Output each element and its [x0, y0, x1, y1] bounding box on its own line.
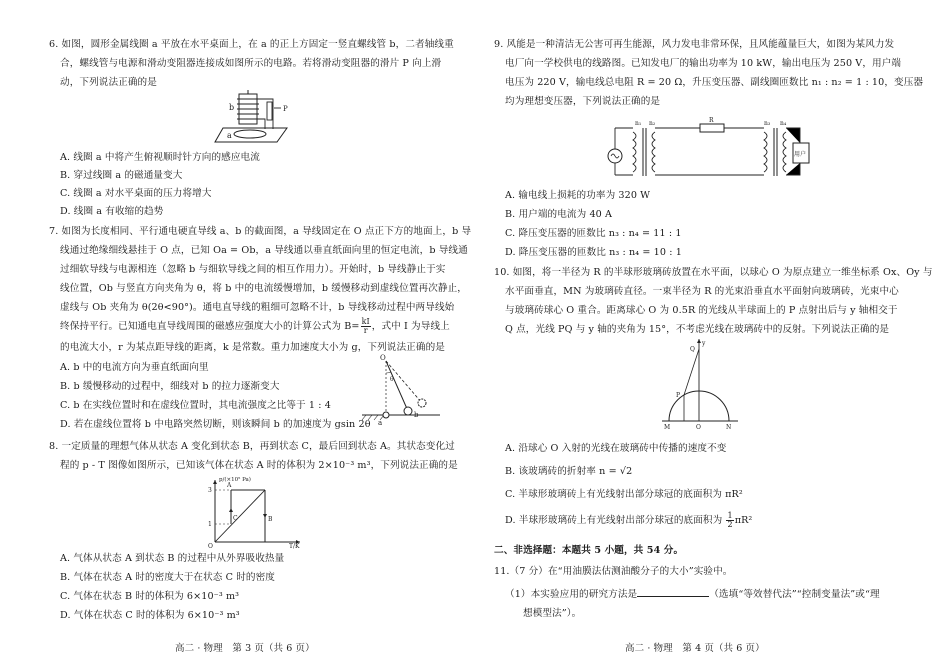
q11-line2: （1）本实验应用的研究方法是 （选填“等效替代法”“控制变量法”或“理 — [505, 589, 880, 600]
q9-line2: 电厂向一学校供电的线路图。已知发电厂的输出功率为 10 kW，输出电压为 250 V，用户端 — [505, 58, 902, 69]
q7-fig-label-theta: θ — [390, 376, 394, 383]
q9-fig-n3: n₃ — [764, 120, 771, 127]
q10-line1: 10. 如图，将一半径为 R 的半球形玻璃砖放置在水平面，以球心 O 为原点建立一维坐标系 Ox、Oy 与 — [494, 267, 933, 278]
q8-fig-point-a: A — [227, 482, 232, 489]
q9-option-a: A. 输电线上损耗的功率为 320 W — [505, 190, 651, 201]
q10-option-b: B. 该玻璃砖的折射率 n = √2 — [505, 466, 633, 477]
q7-fig-label-a: a — [378, 419, 383, 427]
q10-line4: Q 点，光线 PQ 与 y 轴的夹角为 15°，不考虑光线在玻璃砖中的反射。下列说法正确的是 — [505, 324, 890, 335]
q9-circuit-figure — [605, 118, 815, 186]
q8-fig-origin: O — [208, 543, 213, 550]
q9-fig-n2: n₂ — [649, 120, 656, 127]
q7-fig-label-b: b — [414, 411, 419, 419]
q7-option-a: A. b 中的电流方向为垂直纸面向里 — [60, 362, 209, 373]
q9-option-c: C. 降压变压器的匝数比 n₃ : n₄ = 11 : 1 — [505, 228, 682, 239]
q11-line1: 11.（7 分）在“用油膜法估测油酸分子的大小”实验中。 — [494, 566, 733, 577]
q7-option-b: B. b 缓慢移动的过程中，细线对 b 的拉力逐渐变大 — [60, 381, 280, 392]
q9-option-b: B. 用户端的电流为 40 A — [505, 209, 613, 220]
q11-answer-blank[interactable] — [637, 587, 709, 597]
q10-fig-y: y — [702, 340, 706, 347]
q8-option-d: D. 气体在状态 C 时的体积为 6×10⁻³ m³ — [60, 610, 240, 621]
q7-line5: 虚线与 Ob 夹角为 θ(2θ<90°)。通电直导线的粗细可忽略不计，b 导线移动过程中两导线始 — [60, 302, 455, 313]
q8-fig-point-b: B — [268, 516, 273, 523]
q11-line3: 想模型法”）。 — [523, 608, 582, 619]
q8-option-a: A. 气体从状态 A 到状态 B 的过程中从外界吸收热量 — [60, 553, 285, 564]
q7-option-c: C. b 在实线位置时和在虚线位置时，其电流强度之比等于 1 : 4 — [60, 400, 331, 411]
q7-option-d: D. 若在虚线位置将 b 中电路突然切断，则该瞬间 b 的加速度为 gsin 2θ — [60, 419, 371, 430]
right-page-footer: 高二 · 物理 第 4 页（共 6 页） — [625, 643, 765, 654]
section-title-nonchoice: 二、非选择题：本题共 5 小题，共 54 分。 — [494, 545, 684, 556]
q10-option-a: A. 沿球心 O 入射的光线在玻璃砖中传播的速度不变 — [505, 443, 727, 454]
q7-line1: 7. 如图为长度相同、平行通电硬直导线 a、b 的截面图，a 导线固定在 O 点正下方的地面上，b 导 — [49, 226, 472, 237]
q6-line2: 合，螺线管与电源和滑动变阻器连接成如图所示的电路。若将滑动变阻器的滑片 P 向上滑 — [60, 58, 442, 69]
q10-fig-n: N — [726, 424, 732, 431]
q6-option-a: A. 线圈 a 中将产生俯视顺时针方向的感应电流 — [60, 152, 260, 163]
right-page — [475, 0, 950, 671]
q10-line2: 水平面垂直，MN 为玻璃砖直径。一束半径为 R 的光束沿垂直水平面射向玻璃砖，光束中心 — [505, 286, 899, 297]
q8-option-c: C. 气体在状态 B 时的体积为 6×10⁻³ m³ — [60, 591, 240, 602]
q8-fig-y1: 1 — [208, 521, 212, 528]
q7-line7: 的电流大小，r 为某点距导线的距离，k 是常数。重力加速度大小为 g，下列说法正确的是 — [60, 342, 445, 353]
q8-fig-point-c: C — [233, 515, 238, 522]
left-page-footer: 高二 · 物理 第 3 页（共 6 页） — [175, 643, 315, 654]
q6-option-c: C. 线圈 a 对水平桌面的压力将增大 — [60, 188, 212, 199]
q7-formula-fraction: $\frac{kI}{r}$ — [361, 317, 370, 335]
q8-pt-graph — [205, 476, 305, 548]
q7-line3: 过细软导线与电源相连（忽略 b 与细软导线之间的相互作用力）。开始时，b 导线静止于实 — [60, 264, 446, 275]
q8-fig-y3: 3 — [208, 487, 212, 494]
q9-fig-n4: n₄ — [780, 120, 787, 127]
q6-fig-label-b: b — [229, 103, 235, 112]
q10-hemisphere-figure — [660, 337, 740, 429]
q8-option-b: B. 气体在状态 A 时的密度大于在状态 C 时的密度 — [60, 572, 276, 583]
q8-fig-xlabel: T/K — [289, 543, 300, 550]
q6-line1: 6. 如图，圆形金属线圈 a 平放在水平桌面上，在 a 的正上方固定一竖直螺线管 b，二者轴线重 — [49, 39, 454, 50]
q6-fig-label-a: a — [227, 131, 232, 140]
q6-option-b: B. 穿过线圈 a 的磁通量变大 — [60, 170, 183, 181]
q6-line3: 动，下列说法正确的是 — [60, 77, 157, 88]
q7-line2: 线通过绝缘细线悬挂于 O 点，已知 Oa = Ob，a 导线通以垂直纸面向里的恒定电流，b 导线通 — [60, 245, 468, 256]
q10-option-d: D. 半球形玻璃砖上有光线射出部分球冠的底面积为 $\frac{1}{2}$ πR² — [505, 511, 753, 529]
q7-line4: 线位置，Ob 与竖直方向夹角为 θ，将 b 中的电流缓慢增加，b 缓慢移动到虚线位置再次静止， — [60, 283, 467, 294]
q7-fig-label-o: O — [380, 354, 386, 362]
q10-line3: 与玻璃砖球心 O 重合。距离球心 O 为 0.5R 的光线从半球面上的 P 点射出后与 y 轴相交于 — [505, 305, 898, 316]
q7-line6: 终保持平行。已知通电直导线周围的磁感应强度大小的计算公式为 B= $\frac{kI}{r}$ ，式中 I 为导线上 — [60, 317, 450, 335]
q7-figure — [360, 355, 445, 427]
q6-fig-label-p: P — [283, 105, 288, 113]
q10-fig-q: Q — [690, 346, 695, 353]
q8-line1: 8. 一定质量的理想气体从状态 A 变化到状态 B，再到状态 C，最后回到状态 A。其状态变化过 — [49, 441, 455, 452]
q6-figure — [215, 90, 305, 150]
q9-line3: 电压为 220 V，输电线总电阻 R = 20 Ω，升压变压器、副线圈匝数比 n₁ : n₂ = 1 : 10，变压器 — [505, 77, 924, 88]
q10-fig-p: P — [676, 392, 681, 399]
q9-fig-r: R — [709, 117, 714, 124]
q10-fig-o: O — [696, 424, 701, 431]
q9-line1: 9. 风能是一种清洁无公害可再生能源，风力发电非常环保，且风能蕴量巨大，如图为某风力发 — [494, 39, 895, 50]
q10-option-c: C. 半球形玻璃砖上有光线射出部分球冠的底面积为 πR² — [505, 489, 743, 500]
q6-option-d: D. 线圈 a 有收缩的趋势 — [60, 206, 164, 217]
q10-option-d-fraction: $\frac{1}{2}$ — [727, 511, 733, 529]
q8-line2: 程的 p - T 图像如图所示，已知该气体在状态 A 时的体积为 2×10⁻³ m³，下列说法正确的是 — [60, 460, 458, 471]
q9-line4: 均为理想变压器，下列说法正确的是 — [505, 96, 661, 107]
q8-fig-ylabel: p/(×10⁵ Pa) — [219, 477, 251, 483]
q9-fig-n1: n₁ — [635, 120, 642, 127]
q9-option-d: D. 降压变压器的匝数比 n₃ : n₄ = 10 : 1 — [505, 247, 682, 258]
q9-fig-user: 用户 — [794, 151, 807, 158]
q10-fig-m: M — [664, 424, 671, 431]
